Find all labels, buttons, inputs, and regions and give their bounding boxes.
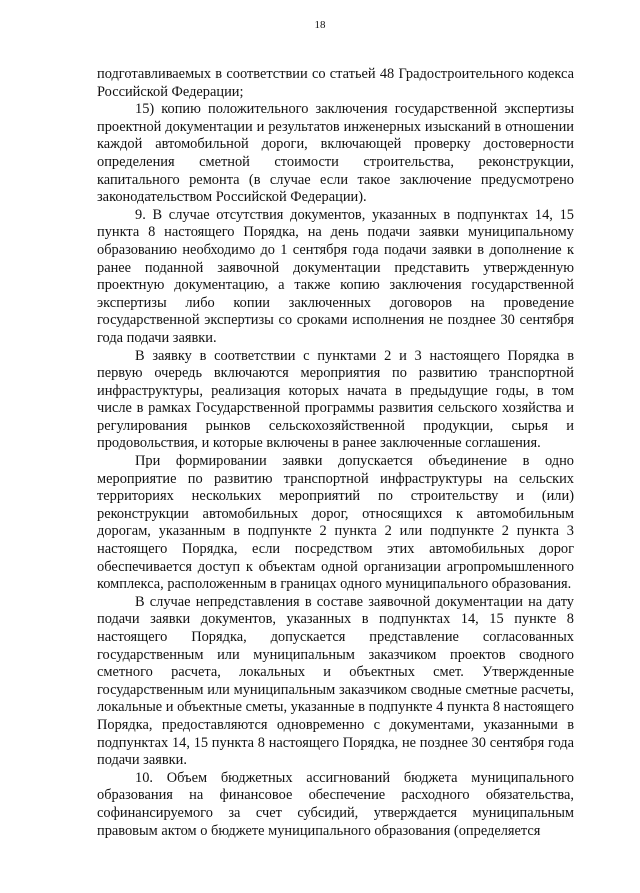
paragraph-continuation: подготавливаемых в соответствии со статьей 48 Градостроительного кодекса Российской Федерации; xyxy=(97,66,574,100)
document-body xyxy=(97,66,574,840)
paragraph-section-9: 9. В случае отсутствия документов, указанных в подпунктах 14, 15 пункта 8 настоящего Порядка, на день подачи заявки муниципальному образованию необходимо до 1 сентября года подачи заявки в дополнение к ранее поданной заявочной документации представить утвержденную проектную документацию, а также копию заключения государственной экспертизы либо копии заключенных договоров на проведение государственной экспертизы со сроками исполнения не позднее 30 сентября года подачи заявки. xyxy=(97,206,574,346)
paragraph-item-15: 15) копию положительного заключения государственной экспертизы проектной документации и результатов инженерных изысканий в отношении каждой автомобильной дороги, включающей проверку достоверности определения сметной стоимости строительства, реконструкции, капитального ремонта (в случае если такое заключение предусмотрено законодательством Российской Федерации). xyxy=(97,101,574,206)
page-number: 18 xyxy=(314,19,326,31)
paragraph-priority-measures: В заявку в соответствии с пунктами 2 и 3 настоящего Порядка в первую очередь включаются мероприятия по развитию транспортной инфраструктуры, реализация которых начата в предыдущие годы, в том числе в рамках Государственной программы развития сельского хозяйства и регулирования рынков сельскохозяйственной продукции, сырья и продовольствия, и которые включены в ранее заключенные соглашения. xyxy=(97,347,574,452)
paragraph-section-10: 10. Объем бюджетных ассигнований бюджета муниципального образования на финансовое обеспечение расходного обязательства, софинансируемого за счет субсидий, утверждается муниципальным правовым актом о бюджете муниципального образования (определяется xyxy=(97,769,574,839)
paragraph-estimates: В случае непредставления в составе заявочной документации на дату подачи заявки документов, указанных в подпунктах 14, 15 пункте 8 настоящего Порядка, допускается представление согласованных государственным или муниципальным заказчиком проектов сводного сметного расчета, локальных и объектных смет. Утвержденные государственным или муниципальным заказчиком сводные сметные расчеты, локальные и объектные сметы, указанные в подпункте 4 пункта 8 настоящего Порядка, предоставляются одновременно с документами, указанными в подпунктах 14, 15 пункта 8 настоящего Порядка, не позднее 30 сентября года подачи заявки. xyxy=(97,593,574,769)
paragraph-combining-measures: При формировании заявки допускается объединение в одно мероприятие по развитию транспортной инфраструктуры на сельских территориях нескольких мероприятий по строительству и (или) реконструкции автомобильных дорог, относящихся к автомобильным дорогам, указанным в подпункте 2 пункта 2 или подпункте 2 пункта 3 настоящего Порядка, если посредством этих автомобильных дорог обеспечивается доступ к объектам одной организации агропромышленного комплекса, расположенным в границах одного муниципального образования. xyxy=(97,453,574,593)
